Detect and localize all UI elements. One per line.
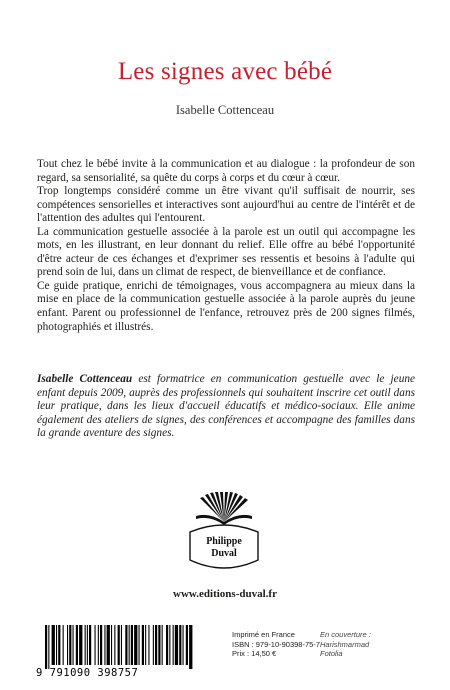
barcode-bar bbox=[139, 625, 140, 665]
paragraph: Ce guide pratique, enrichi de témoignages, vous accompagnera au mieux dans la mise en place de la communication gestuelle associée à la parole auprès du jeune enfant. Parent ou professionnel de l'enfance, retrouvez près de 200 signes filmés, photographiés et illustrés. bbox=[37, 279, 415, 333]
bio-author-name: Isabelle Cottenceau bbox=[37, 373, 133, 385]
barcode-bar bbox=[142, 625, 144, 665]
price: Prix : 14,50 € bbox=[232, 649, 277, 658]
barcode-bar bbox=[175, 625, 178, 665]
bio-text: est formatrice en communication gestuelle avec le jeune enfant depuis 2009, auprès des professionnels qui souhaitent inscrire cet outil dans leur pratique, dans les lieux d'accueil éducatifs et médico-sociaux. Elle anime également des ateliers de signes, des conférences et accompagne des familles dans la grande aventure des signes. bbox=[37, 373, 416, 440]
barcode-bar bbox=[111, 625, 112, 665]
author-name: Isabelle Cottenceau bbox=[175, 103, 275, 117]
barcode-bar bbox=[89, 625, 91, 665]
book-fan-icon bbox=[184, 492, 264, 578]
barcode-digits: 9 791090 398757 bbox=[36, 667, 139, 679]
barcode-bar bbox=[155, 625, 157, 665]
barcode-bar bbox=[98, 625, 99, 665]
book-title: Les signes avec bébé bbox=[117, 58, 333, 85]
isbn: ISBN : 979-10-90398-75-7 bbox=[232, 639, 320, 649]
barcode-bar bbox=[63, 625, 64, 665]
barcode-bar bbox=[67, 625, 68, 665]
logo-line-1: Philippe bbox=[206, 536, 242, 547]
barcode-bar bbox=[100, 625, 102, 665]
barcode-bar bbox=[104, 625, 105, 665]
barcode-bar bbox=[79, 625, 82, 665]
barcode-bar bbox=[131, 625, 133, 665]
paragraph: Tout chez le bébé invite à la communication et au dialogue : la profondeur de son regard, sa sensorialité, sa quête du corps à corps et du cœur à cœur. bbox=[37, 158, 415, 184]
back-cover-text bbox=[37, 158, 415, 334]
imprint-info bbox=[232, 630, 320, 659]
publisher-website: www.editions-duval.fr bbox=[173, 588, 277, 600]
barcode-bar bbox=[56, 625, 57, 665]
printed-in: Imprimé en France bbox=[232, 630, 295, 639]
barcode-bar bbox=[45, 625, 47, 669]
barcode-bar bbox=[48, 625, 49, 669]
barcode-bar bbox=[76, 625, 78, 665]
barcode-bar bbox=[189, 625, 192, 669]
cover-credit-label: En couverture : bbox=[320, 630, 371, 639]
cover-credit-line: Fotolia bbox=[320, 649, 343, 658]
barcode-bar bbox=[58, 625, 60, 665]
barcode-bar bbox=[85, 625, 86, 665]
barcode-bar bbox=[121, 625, 122, 665]
barcode-bar bbox=[166, 625, 168, 665]
barcode-bar bbox=[134, 625, 137, 665]
barcode-bar bbox=[95, 625, 96, 665]
publisher-logo bbox=[184, 492, 264, 578]
author-bio bbox=[37, 373, 415, 441]
barcode-bar bbox=[173, 625, 174, 665]
barcode-bar bbox=[162, 625, 163, 665]
barcode-bar bbox=[125, 625, 127, 665]
barcode-bar bbox=[129, 625, 130, 665]
barcode-bar bbox=[183, 625, 184, 665]
barcode-bar bbox=[186, 625, 188, 665]
barcode-bar bbox=[153, 625, 154, 665]
barcode-bar bbox=[69, 625, 71, 665]
barcode-bar bbox=[107, 625, 110, 665]
barcode-bar bbox=[169, 625, 170, 665]
cover-credit-line: Harishmarmad bbox=[320, 639, 370, 649]
barcode-bar bbox=[118, 625, 120, 665]
paragraph: Trop longtemps considéré comme un être vivant qu'il suffisait de nourrir, ses compétences sensorielles et interactives sont aujourd'hui au centre de l'intérêt et de l'attention des adultes qui l'entourent. bbox=[37, 185, 415, 225]
barcode-bar bbox=[73, 625, 74, 665]
barcode-bar bbox=[87, 625, 88, 665]
barcode-bars bbox=[42, 625, 225, 669]
cover-credit bbox=[320, 630, 371, 659]
barcode-bar bbox=[158, 625, 160, 665]
barcode-bar bbox=[52, 625, 55, 665]
logo-line-2: Duval bbox=[211, 548, 237, 559]
barcode-bar bbox=[114, 625, 115, 665]
barcode-bar bbox=[179, 625, 181, 665]
barcode-bar bbox=[148, 625, 149, 665]
barcode-bar bbox=[145, 625, 146, 665]
paragraph: La communication gestuelle associée à la parole est un outil qui accompagne les mots, en les illustrant, en leur donnant du relief. Elle offre au bébé l'opportunité d'être acteur de ces échanges et d'exprimer ses ressentis et besoins à l'adulte qui prend soin de lui, dans un climat de respect, de bienveillance et de confiance. bbox=[37, 225, 415, 279]
